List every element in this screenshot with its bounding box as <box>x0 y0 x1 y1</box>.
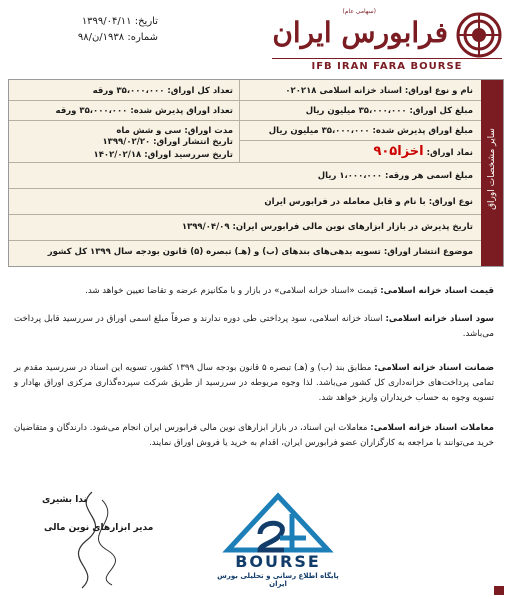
total-count: تعداد کل اوراق: ۳۵،۰۰۰،۰۰۰ ورقه <box>92 86 233 96</box>
paragraph-guarantee <box>14 361 494 406</box>
number-label: شماره: <box>127 32 158 43</box>
fara-bourse-logo <box>270 6 506 76</box>
issue-date: تاریخ انتشار اوراق: ۱۳۹۹/۰۲/۲۰ <box>102 137 233 147</box>
symbol-row <box>373 144 473 159</box>
row-divider <box>9 214 481 215</box>
accepted-count: تعداد اوراق پذیرش شده: ۳۵،۰۰۰،۰۰۰ ورقه <box>55 106 233 116</box>
info-table <box>8 79 504 267</box>
issue-subject: موضوع انتشار اوراق: تسویه بدهی‌های بندهای (ب) و (هـ) تبصره (۵) قانون بودجه سال ۱۳۹۹ کل کشور <box>47 247 473 257</box>
paragraph-text: اسناد خزانه اسلامی، سود پرداختی طی دوره ندارند و صرفاً مبلغ اسمی اوراق در سررسید قابل پرداخت می‌باشد. <box>14 314 494 339</box>
symbol-label: نماد اوراق: <box>426 148 473 158</box>
paper-type: نوع اوراق: با نام و قابل معامله در فرابورس ایران <box>264 197 473 207</box>
row-divider <box>9 100 481 101</box>
date-line <box>8 14 158 30</box>
total-amount: مبلغ کل اوراق: ۳۵،۰۰۰،۰۰۰ میلیون ریال <box>305 106 473 116</box>
bourse-subtitle: پایگاه اطلاع رسانی و تحلیلی بورس ایران <box>217 572 339 588</box>
number-value: ۱۹۳۸/ن/۹۸ <box>77 32 125 43</box>
maturity-date: تاریخ سررسید اوراق: ۱۴۰۲/۰۲/۱۸ <box>93 150 233 160</box>
row-divider <box>9 240 481 241</box>
bourse-wordmark: BOURSE <box>235 552 321 571</box>
logo-tagline: (سهامی عام) <box>342 8 376 15</box>
paragraph-text: مطابق بند (ب) و (هـ) تبصره ۵ قانون بودجه سال ۱۳۹۹ کشور، تسویه این اسناد در سررسید مقدم بر تمامی پرداخت‌های خزانه‌داری کل کشور می‌باشد. لذا وجوه مربوطه در سررسید از طریق شرکت سپرده‌گذاری مرکزی اوراق بهادار و تسویه وجوه به حساب خریداران واریز خواهد شد. <box>14 363 494 403</box>
fara-bourse-emblem-icon <box>456 12 502 58</box>
paragraph-profit <box>14 312 494 342</box>
number-line <box>8 30 158 46</box>
letter-meta <box>8 14 158 46</box>
column-divider <box>239 80 240 162</box>
logo-title: فرابورس ایران <box>272 16 448 49</box>
paragraph-trading <box>14 421 494 451</box>
signature-scribble <box>62 490 132 590</box>
row-divider <box>9 162 481 163</box>
logo-english: IFB IRAN FARA BOURSE <box>272 58 502 72</box>
date-label: تاریخ: <box>134 16 158 27</box>
paragraph-title: سود اسناد خزانه اسلامی: <box>385 314 494 324</box>
paragraph-title: ضمانت اسناد خزانه اسلامی: <box>374 363 495 373</box>
corner-mark-icon <box>494 586 504 595</box>
par-value: مبلغ اسمی هر ورقه: ۱،۰۰۰،۰۰۰ ریال <box>317 171 473 181</box>
date-value: ۱۳۹۹/۰۴/۱۱ <box>81 16 132 27</box>
paragraph-price <box>14 284 494 299</box>
symbol-value: اخزا۹۰۵ <box>373 144 424 159</box>
signatory-title: مدیر ابزارهای نوین مالی <box>44 523 154 533</box>
paper-duration: مدت اوراق: سی و شش ماه <box>116 126 233 136</box>
paragraph-text: قیمت «اسناد خزانه اسلامی» در بازار و با مکانیزم عرضه و تقاضا تعیین خواهد شد. <box>85 286 378 296</box>
row-divider <box>239 140 481 141</box>
paragraph-text: معاملات این اسناد، در بازار ابزارهای نوین مالی فرابورس ایران انجام می‌شود. دارندگان و متقاضیان خرید می‌توانند با مراجعه به کارگزاران عضو فرابورس ایران، اقدام به خرید یا فروش اوراق نمایند. <box>14 423 494 448</box>
row-divider <box>9 120 481 121</box>
paragraph-title: معاملات اسناد خزانه اسلامی: <box>370 423 494 433</box>
paper-name: نام و نوع اوراق: اسناد خزانه اسلامی ۰۲۰۲۱۸ <box>285 86 473 96</box>
bourse-24-logo-icon <box>220 490 336 560</box>
acceptance-date: تاریخ پذیرش در بازار ابزارهای نوین مالی فرابورس ایران: ۱۳۹۹/۰۴/۰۹ <box>181 222 473 232</box>
signatory-name: ندا بشیری <box>42 495 87 505</box>
paragraph-title: قیمت اسناد خزانه اسلامی: <box>380 286 494 296</box>
accepted-amount: مبلغ اوراق پذیرش شده: ۳۵،۰۰۰،۰۰۰ میلیون ریال <box>268 126 473 136</box>
side-label: سایر مشخصات اوراق <box>487 128 497 210</box>
row-divider <box>9 188 481 189</box>
side-strip <box>481 80 503 266</box>
